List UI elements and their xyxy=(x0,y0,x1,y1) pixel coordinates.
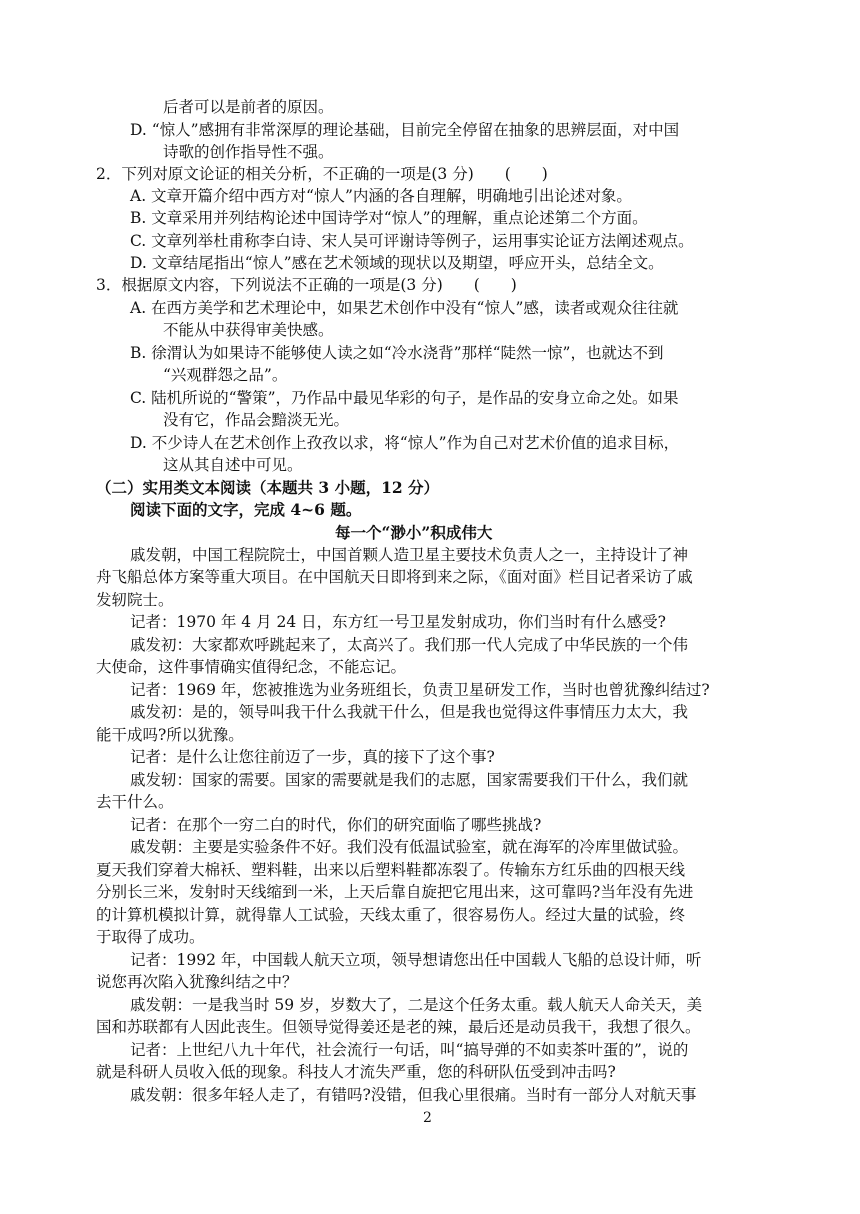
article-line: 记者：1969 年，您被推选为业务班组长，负责卫星研发工作，当时也曾犹豫纠结过? xyxy=(130,681,710,699)
question-3-option-c: C. 陆机所说的“警策”，乃作品中最见华彩的句子，是作品的安身立命之处。如果 xyxy=(130,389,679,407)
question-2-option-b: B. 文章采用并列结构论述中国诗学对“惊人”的理解，重点论述第二个方面。 xyxy=(130,209,648,227)
section-heading: （二）实用类文本阅读（本题共 3 小题，12 分） xyxy=(96,478,440,497)
article-line: 于取得了成功。 xyxy=(96,928,205,946)
article-line: 戚发朝：很多年轻人走了，有错吗?没错，但我心里很痛。当时有一部分人对航天事 xyxy=(130,1086,697,1104)
section-instruction: 阅读下面的文字，完成 4~6 题。 xyxy=(130,500,362,519)
question-2-option-a: A. 文章开篇介绍中西方对“惊人”内涵的各自理解，明确地引出论述对象。 xyxy=(130,187,632,205)
q1-option-d-cont: 诗歌的创作指导性不强。 xyxy=(163,143,334,161)
article-line: 记者：在那个一穷二白的时代，你们的研究面临了哪些挑战? xyxy=(130,816,542,834)
question-3-option-c-cont: 没有它，作品会黯淡无光。 xyxy=(163,411,350,429)
question-3-option-b: B. 徐渭认为如果诗不能够使人读之如“冷水浇背”那样“陡然一惊”，也就达不到 xyxy=(130,344,664,362)
article-line: 去干什么。 xyxy=(96,793,174,811)
article-line: 大使命，这件事情确实值得纪念，不能忘记。 xyxy=(96,658,407,676)
question-2-option-c: C. 文章列举杜甫称李白诗、宋人吴可评谢诗等例子，运用事实论证方法阐述观点。 xyxy=(130,232,694,250)
article-line: 国和苏联都有人因此丧生。但领导觉得姜还是老的辣，最后还是动员我干，我想了很久。 xyxy=(96,1018,701,1036)
article-line: 记者：1970 年 4 月 24 日，东方红一号卫星发射成功，你们当时有什么感受? xyxy=(130,613,666,631)
article-line: 能干成吗?所以犹豫。 xyxy=(96,726,244,744)
article-line: 戚发轫：国家的需要。国家的需要就是我们的志愿，国家需要我们干什么，我们就 xyxy=(130,771,689,789)
article-line: 戚发朝，中国工程院院士，中国首颗人造卫星主要技术负责人之一，主持设计了神 xyxy=(130,546,689,564)
page-number: 2 xyxy=(423,1110,432,1126)
article-line: 戚发初：大家都欢呼跳起来了，太高兴了。我们那一代人完成了中华民族的一个伟 xyxy=(130,636,689,654)
question-2-option-d: D. 文章结尾指出“惊人”感在艺术领域的现状以及期望，呼应开头，总结全文。 xyxy=(130,254,664,272)
question-2-stem: 2．下列对原文论证的相关分析，不正确的一项是(3 分) ( ) xyxy=(96,165,548,183)
question-3-option-a: A. 在西方美学和艺术理论中，如果艺术创作中没有“惊人”感，读者或观众往往就 xyxy=(130,299,679,317)
article-line: 戚发朝：主要是实验条件不好。我们没有低温试验室，就在海军的冷库里做试验。 xyxy=(130,838,689,856)
question-3-option-a-cont: 不能从中获得审美快感。 xyxy=(163,321,334,339)
question-3-option-d-cont: 这从其自述中可见。 xyxy=(163,456,303,474)
article-title: 每一个“渺小”积成伟大 xyxy=(335,523,493,542)
article-line: 就是科研人员收入低的现象。科技人才流失严重，您的科研队伍受到冲击吗? xyxy=(96,1063,616,1081)
article-line: 记者：1992 年，中国载人航天立项，领导想请您出任中国载人飞船的总设计师，听 xyxy=(130,951,702,969)
question-3-stem: 3．根据原文内容，下列说法不正确的一项是(3 分) ( ) xyxy=(96,276,517,294)
question-3-option-b-cont: “兴观群怨之品”。 xyxy=(163,366,288,384)
article-line: 记者：上世纪八九十年代，社会流行一句话，叫“搞导弹的不如卖茶叶蛋的”，说的 xyxy=(130,1041,689,1059)
q1-option-d: D. “惊人”感拥有非常深厚的理论基础，目前完全停留在抽象的思辨层面，对中国 xyxy=(130,121,680,139)
article-line: 戚发初：是的，领导叫我干什么我就干什么，但是我也觉得这件事情压力太大，我 xyxy=(130,703,689,721)
article-line: 舟飞船总体方案等重大项目。在中国航天日即将到来之际，《面对面》栏目记者采访了戚 xyxy=(96,568,693,586)
article-line: 的计算机模拟计算，就得靠人工试验，天线太重了，很容易伤人。经过大量的试验，终 xyxy=(96,906,686,924)
question-3-option-d: D. 不少诗人在艺术创作上孜孜以求，将“惊人”作为自己对艺术价值的追求目标， xyxy=(130,434,680,452)
article-line: 说您再次陷入犹豫纠结之中？ xyxy=(96,973,298,991)
article-line: 发轫院士。 xyxy=(96,591,174,609)
article-line: 戚发朝：一是我当时 59 岁，岁数大了，二是这个任务太重。载人航天人命关天，美 xyxy=(130,996,703,1014)
article-line: 记者：是什么让您往前迈了一步，真的接下了这个事? xyxy=(130,748,495,766)
article-line: 夏天我们穿着大棉袄、塑料鞋，出来以后塑料鞋都冻裂了。传输东方红乐曲的四根天线 xyxy=(96,861,686,879)
article-line: 分别长三米，发射时天线缩到一米，上天后靠自旋把它甩出来，这可靠吗?当年没有先进 xyxy=(96,883,694,901)
q1-continuation: 后者可以是前者的原因。 xyxy=(163,98,334,116)
